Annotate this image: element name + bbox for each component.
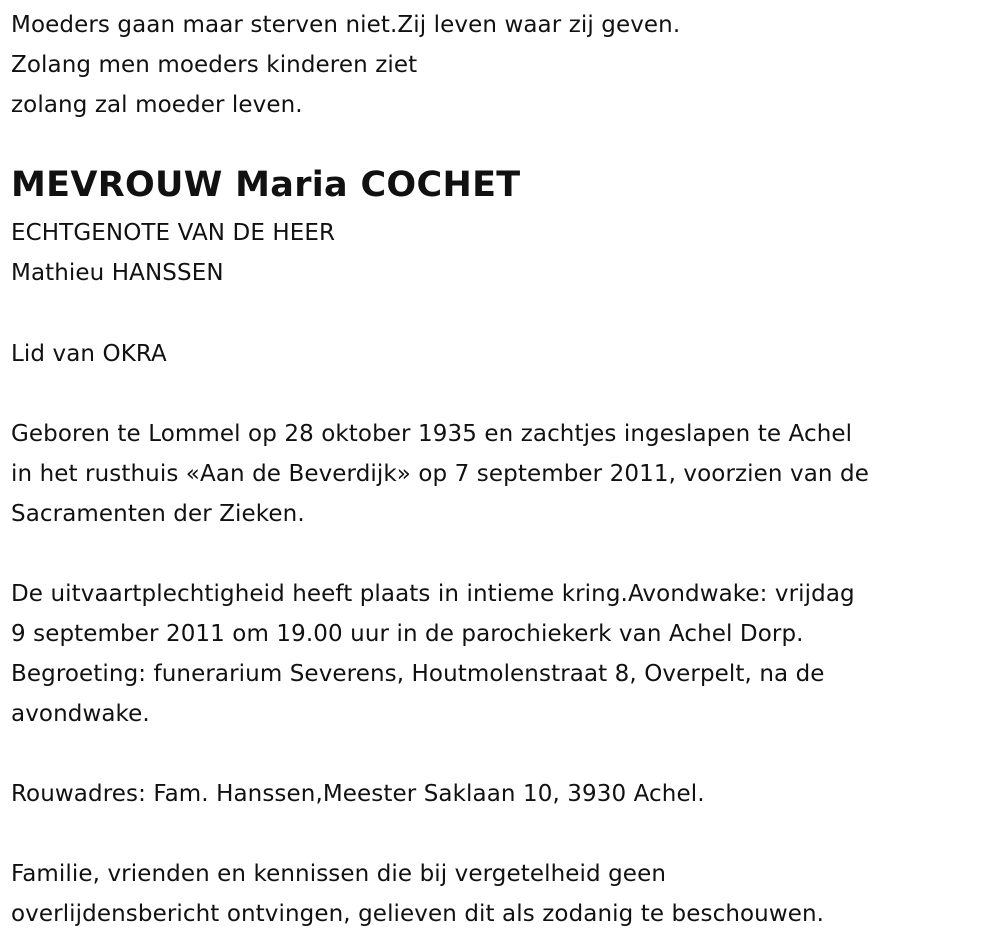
poem-line: zolang zal moeder leven. — [11, 92, 303, 118]
ceremony-line: De uitvaartplechtigheid heeft plaats in intieme kring.Avondwake: vrijdag — [11, 581, 855, 607]
closing-line: overlijdensbericht ontvingen, gelieven dit als zodanig te beschouwen. — [11, 901, 825, 927]
ceremony-line: 9 september 2011 om 19.00 uur in de parochiekerk van Achel Dorp. — [11, 621, 804, 647]
poem-line: Zolang men moeders kinderen ziet — [11, 52, 418, 78]
mourning-address: Rouwadres: Fam. Hanssen,Meester Saklaan 10, 3930 Achel. — [11, 781, 705, 807]
ceremony-line: avondwake. — [11, 701, 150, 727]
relation-line: ECHTGENOTE VAN DE HEER — [11, 220, 336, 246]
birth-death-line: in het rusthuis «Aan de Beverdijk» op 7 september 2011, voorzien van de — [11, 461, 869, 487]
birth-death-line: Sacramenten der Zieken. — [11, 501, 305, 527]
deceased-name: MEVROUW Maria COCHET — [11, 165, 521, 205]
poem-line: Moeders gaan maar sterven niet.Zij leven waar zij geven. — [11, 12, 681, 38]
closing-line: Familie, vrienden en kennissen die bij vergetelheid geen — [11, 861, 666, 887]
spouse-name: Mathieu HANSSEN — [11, 260, 224, 286]
birth-death-line: Geboren te Lommel op 28 oktober 1935 en zachtjes ingeslapen te Achel — [11, 421, 853, 447]
ceremony-line: Begroeting: funerarium Severens, Houtmolenstraat 8, Overpelt, na de — [11, 661, 825, 687]
membership-line: Lid van OKRA — [11, 341, 167, 367]
